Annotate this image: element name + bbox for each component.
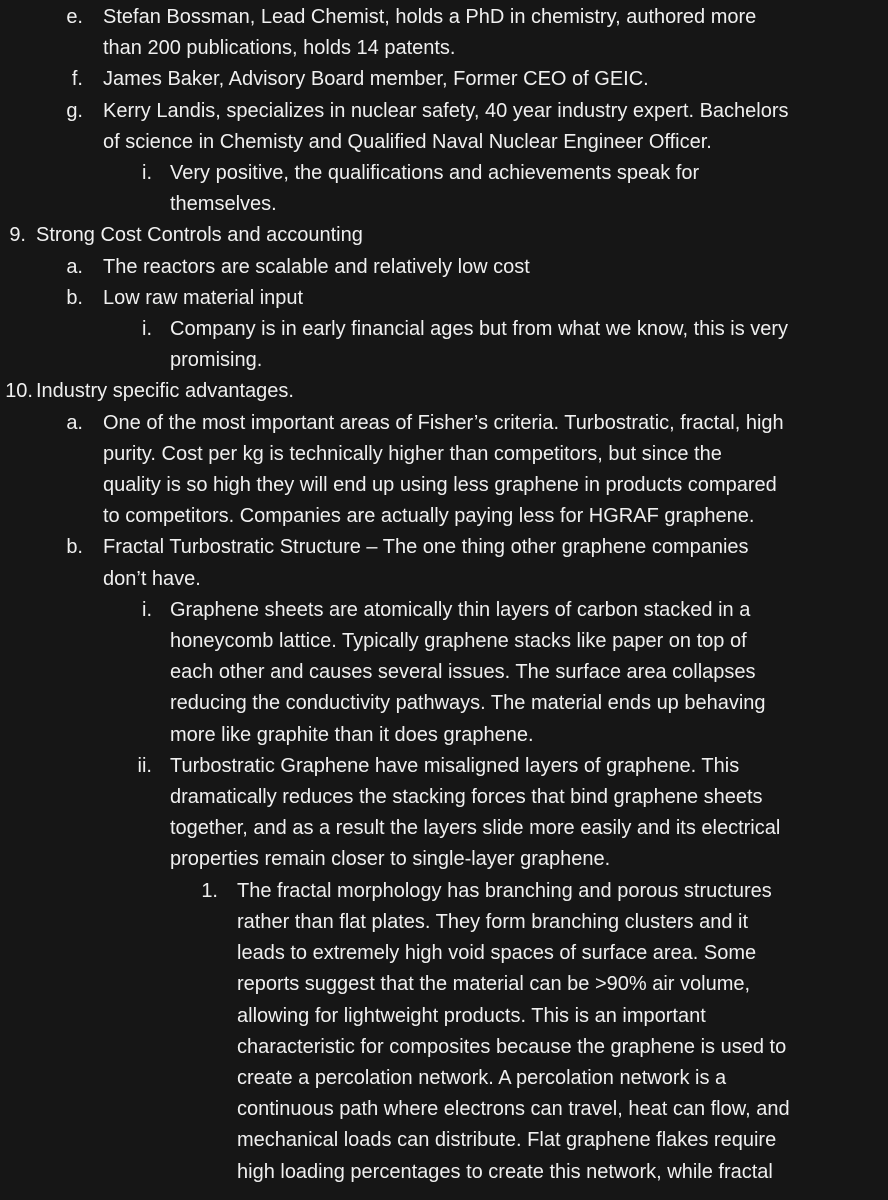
list-item-text: James Baker, Advisory Board member, Former CEO of GEIC. [103,68,649,91]
list-item-text: Company is in early financial ages but from what we know, this is very promising. [170,318,789,372]
document-body [0,2,888,1188]
list-item-text: Industry specific advantages. [36,380,294,403]
list-marker: 1. [201,879,218,902]
list-marker: i. [142,598,152,621]
list-item [0,595,888,751]
list-item [0,96,888,158]
list-item-text: Fractal Turbostratic Structure – The one thing other graphene companies don’t have. [103,536,749,590]
list-item-text: Strong Cost Controls and accounting [36,224,363,247]
list-item-text: One of the most important areas of Fisher’s criteria. Turbostratic, fractal, high purity. Cost per kg is technically higher than competitors, but since the quality is so high they will end up using less graphene in products compared to competitors. Companies are actually paying less for HGRAF graphene. [103,411,784,528]
list-item [0,220,888,251]
list-marker: a. [66,411,83,434]
list-marker: i. [142,318,152,341]
list-marker: ii. [137,754,152,777]
list-item [0,2,888,64]
list-marker: a. [66,255,83,278]
list-item [0,532,888,594]
list-marker: 9. [9,224,26,247]
list-item [0,751,888,876]
list-item-text: Very positive, the qualifications and achievements speak for themselves. [170,162,700,216]
list-item-text: Stefan Bossman, Lead Chemist, holds a PhD in chemistry, authored more than 200 publications, holds 14 patents. [103,6,757,60]
list-item-text: Low raw material input [103,286,304,309]
list-marker: g. [66,99,83,122]
list-item [0,314,888,376]
list-item-text: Graphene sheets are atomically thin layers of carbon stacked in a honeycomb lattice. Typically graphene stacks like paper on top of each other and causes several issues. The surface area collapses reducing the conductivity pathways. The material ends up behaving more like graphite than it does graphene. [170,598,766,746]
list-item-text: Turbostratic Graphene have misaligned layers of graphene. This dramatically reduces the stacking forces that bind graphene sheets together, and as a result the layers slide more easily and its electrical properties remain closer to single-layer graphene. [170,754,781,871]
list-item [0,158,888,220]
list-item [0,64,888,95]
list-item [0,252,888,283]
list-item [0,376,888,407]
list-marker: f. [71,68,83,91]
list-item [0,876,888,1188]
list-item [0,408,888,533]
list-marker: b. [66,286,83,309]
list-item-text: Kerry Landis, specializes in nuclear safety, 40 year industry expert. Bachelors of science in Chemisty and Qualified Naval Nuclear Engineer Officer. [103,99,789,153]
list-marker: b. [66,536,83,559]
list-marker: 10. [5,380,33,403]
list-item-text: The reactors are scalable and relatively low cost [103,255,530,278]
list-item [0,283,888,314]
list-item-text: The fractal morphology has branching and porous structures rather than flat plates. They form branching clusters and it leads to extremely high void spaces of surface area. Some reports suggest that the material can be >90% air volume, allowing for lightweight products. This is an important characteristic for composites because the graphene is used to create a percolation network. A percolation network is a continuous path where electrons can travel, heat can flow, and mechanical loads can distribute. Flat graphene flakes require high loading percentages to create this network, while fractal [237,879,790,1183]
list-marker: e. [66,6,83,28]
list-marker: i. [142,162,152,185]
